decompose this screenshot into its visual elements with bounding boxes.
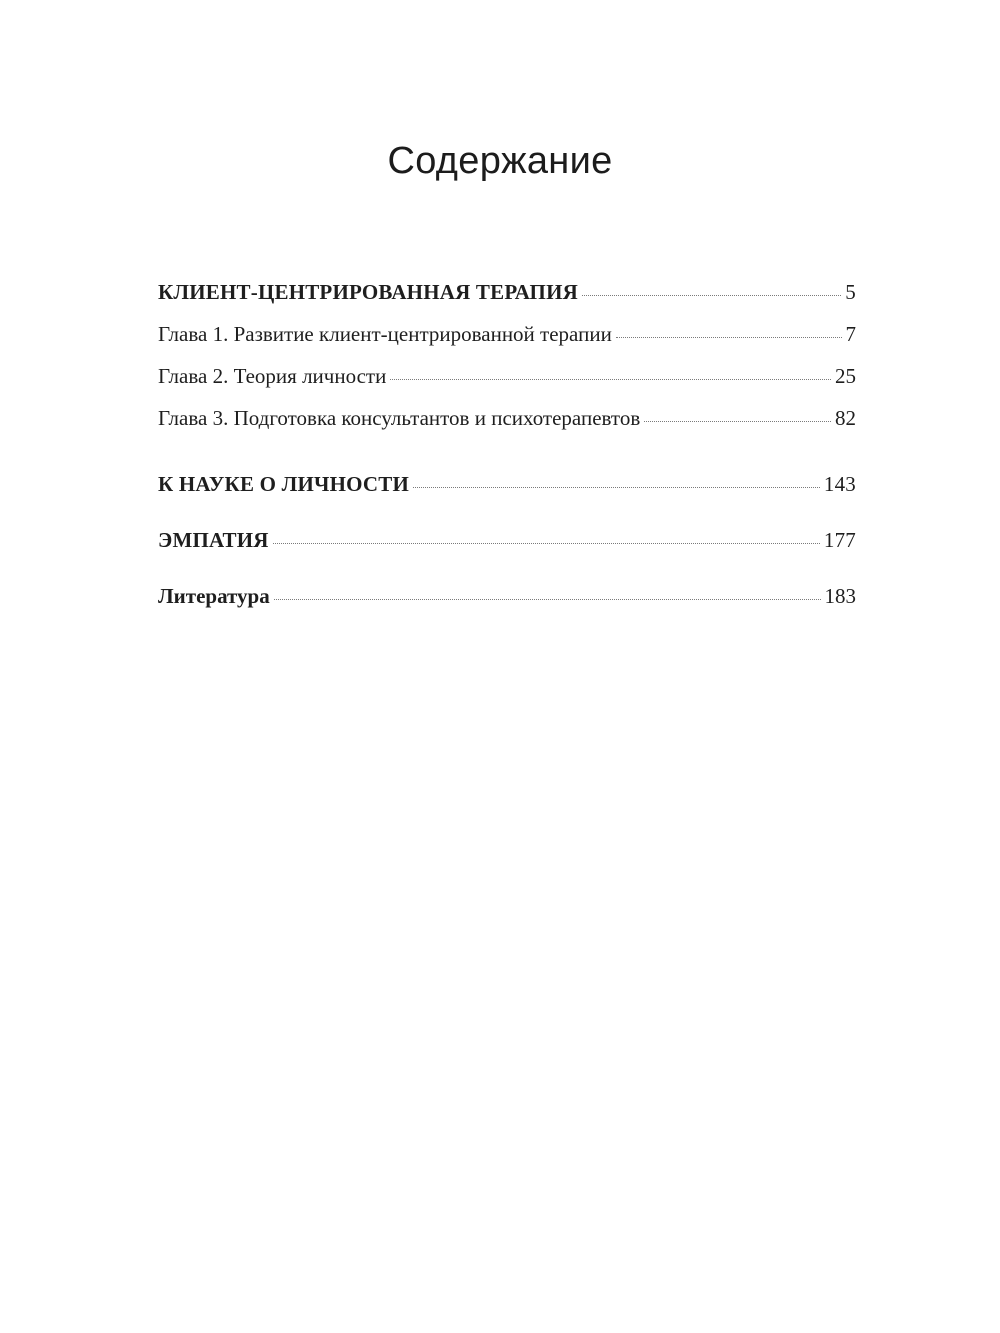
page-title: Содержание (387, 140, 613, 182)
toc-entry-page-number: 7 (845, 322, 856, 346)
toc-entry-part-science-of-personality[interactable] (158, 472, 856, 528)
toc-entry-label: Глава 2. Теория личности (158, 364, 387, 388)
toc-entry-page-number: 5 (845, 280, 856, 304)
table-of-contents (158, 280, 856, 624)
dot-leader (413, 487, 820, 488)
toc-entry-label: КЛИЕНТ-ЦЕНТРИРОВАННАЯ ТЕРАПИЯ (158, 280, 578, 304)
toc-entry-chapter-3[interactable] (158, 406, 856, 472)
toc-entry-literature[interactable] (158, 584, 856, 624)
dot-leader (274, 599, 821, 600)
dot-leader (582, 295, 841, 296)
toc-entry-part-client-centered-therapy[interactable] (158, 280, 856, 322)
toc-entry-label: Глава 1. Развитие клиент-центрированной терапии (158, 322, 612, 346)
toc-entry-label: Глава 3. Подготовка консультантов и психотерапевтов (158, 406, 641, 430)
toc-entry-page-number: 82 (835, 406, 856, 430)
dot-leader (616, 337, 842, 338)
toc-entry-label: ЭМПАТИЯ (158, 528, 269, 552)
toc-entry-part-empathy[interactable] (158, 528, 856, 584)
toc-entry-label: Литература (158, 584, 270, 608)
toc-entry-page-number: 143 (823, 472, 856, 496)
dot-leader (644, 421, 831, 422)
toc-entry-label: К НАУКЕ О ЛИЧНОСТИ (158, 472, 410, 496)
dot-leader (390, 379, 831, 380)
toc-entry-page-number: 25 (835, 364, 856, 388)
toc-entry-page-number: 183 (824, 584, 856, 608)
toc-entry-chapter-2[interactable] (158, 364, 856, 406)
toc-entry-chapter-1[interactable] (158, 322, 856, 364)
dot-leader (273, 543, 820, 544)
toc-entry-page-number: 177 (823, 528, 856, 552)
